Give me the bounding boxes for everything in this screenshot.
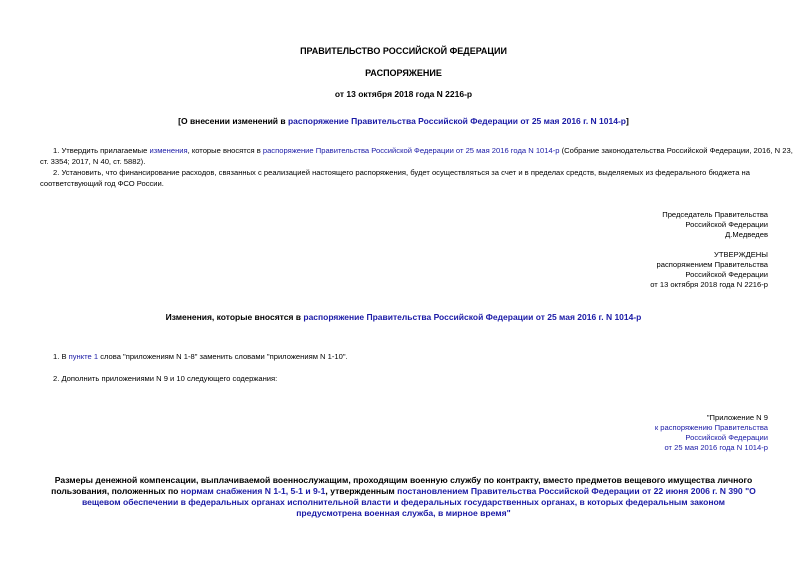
- item-1-text-b: , которые вносятся в: [187, 146, 263, 155]
- signature-name: Д.Медведев: [725, 230, 768, 239]
- doc-date-number: от 13 октября 2018 года N 2216-р: [334, 89, 473, 99]
- change-1-link-point[interactable]: пункте 1: [68, 352, 99, 361]
- doc-type: РАСПОРЯЖЕНИЕ: [365, 68, 442, 78]
- appendix-link-date[interactable]: от 25 мая 2016 года N 1014-р: [664, 443, 768, 452]
- appendix-block: [468, 413, 768, 453]
- signature-block: [468, 210, 768, 240]
- appendix-title-line-2: [0, 486, 807, 497]
- item-1-link-changes[interactable]: изменения: [149, 146, 188, 155]
- approved-country: Российской Федерации: [685, 270, 768, 279]
- approved-date: от 13 октября 2018 года N 2216-р: [650, 280, 768, 289]
- change-1: [53, 352, 348, 362]
- change-1-text-a: 1. В: [53, 352, 69, 361]
- changes-title-prefix: Изменения, которые вносятся в: [165, 312, 304, 322]
- item-1-link-order[interactable]: распоряжение Правительства Российской Федерации от 25 мая 2016 года N 1014-р: [262, 146, 560, 155]
- appendix-title-text-a: пользования, положенных по: [51, 486, 181, 496]
- item-1-line-1: [53, 146, 793, 156]
- appendix-number: "Приложение N 9: [706, 413, 768, 422]
- approved-by: распоряжением Правительства: [656, 260, 768, 269]
- changes-title-link[interactable]: распоряжение Правительства Российской Федерации от 25 мая 2016 г. N 1014-р: [303, 312, 642, 322]
- appendix-title-line-3: [0, 497, 807, 508]
- subject-suffix: ]: [626, 116, 629, 126]
- signature-country: Российской Федерации: [685, 220, 768, 229]
- resolution-link[interactable]: постановлением Правительства Российской Федерации от 22 июня 2006 г. N 390 "О: [397, 486, 756, 496]
- org-title: ПРАВИТЕЛЬСТВО РОССИЙСКОЙ ФЕДЕРАЦИИ: [300, 46, 507, 56]
- approved-heading: УТВЕРЖДЕНЫ: [714, 250, 768, 259]
- signature-position: Председатель Правительства: [662, 210, 768, 219]
- item-2-line-1: 2. Установить, что финансирование расходов, связанных с реализацией настоящего распоряжения, будет осуществляться за счет и в пределах средств, выделяемых из федерального бюджета на: [53, 168, 750, 177]
- appendix-title-line-4: [0, 508, 807, 519]
- subject-prefix: [О внесении изменений в: [178, 116, 288, 126]
- appendix-title: [0, 475, 807, 519]
- resolution-link-cont-2[interactable]: предусмотрена военная служба, в мирное время": [296, 508, 511, 518]
- resolution-link-cont-1[interactable]: вещевом обеспечении в федеральных органах исполнительной власти и федеральных государственных органах, в которых федеральным законом: [81, 497, 726, 507]
- appendix-title-text-b: , утвержденным: [325, 486, 398, 496]
- change-1-text-b: слова "приложениям N 1-8" заменить словами "приложениям N 1-10".: [98, 352, 348, 361]
- approved-block: [468, 250, 768, 290]
- changes-title: [0, 312, 807, 322]
- appendix-title-line-1: Размеры денежной компенсации, выплачиваемой военнослужащим, проходящим военную службу по контракту, вместо предметов вещевого имущества личного: [54, 475, 753, 485]
- item-2-line-2: соответствующий год ФСО России.: [40, 179, 164, 188]
- supply-norms-link[interactable]: нормам снабжения N 1-1, 5-1 и 9-1: [180, 486, 326, 496]
- item-1-line-2: ст. 3354; 2017, N 40, ст. 5882).: [40, 157, 146, 166]
- change-2: 2. Дополнить приложениями N 9 и 10 следующего содержания:: [53, 374, 278, 383]
- item-1-text-c: (Собрание законодательства Российской Федерации, 2016, N 23,: [559, 146, 793, 155]
- item-1-text-a: 1. Утвердить прилагаемые: [53, 146, 150, 155]
- appendix-link-country[interactable]: Российской Федерации: [685, 433, 768, 442]
- doc-subject: [0, 116, 807, 126]
- appendix-link-order[interactable]: к распоряжению Правительства: [654, 423, 768, 432]
- subject-link[interactable]: распоряжение Правительства Российской Федерации от 25 мая 2016 г. N 1014-р: [287, 116, 626, 126]
